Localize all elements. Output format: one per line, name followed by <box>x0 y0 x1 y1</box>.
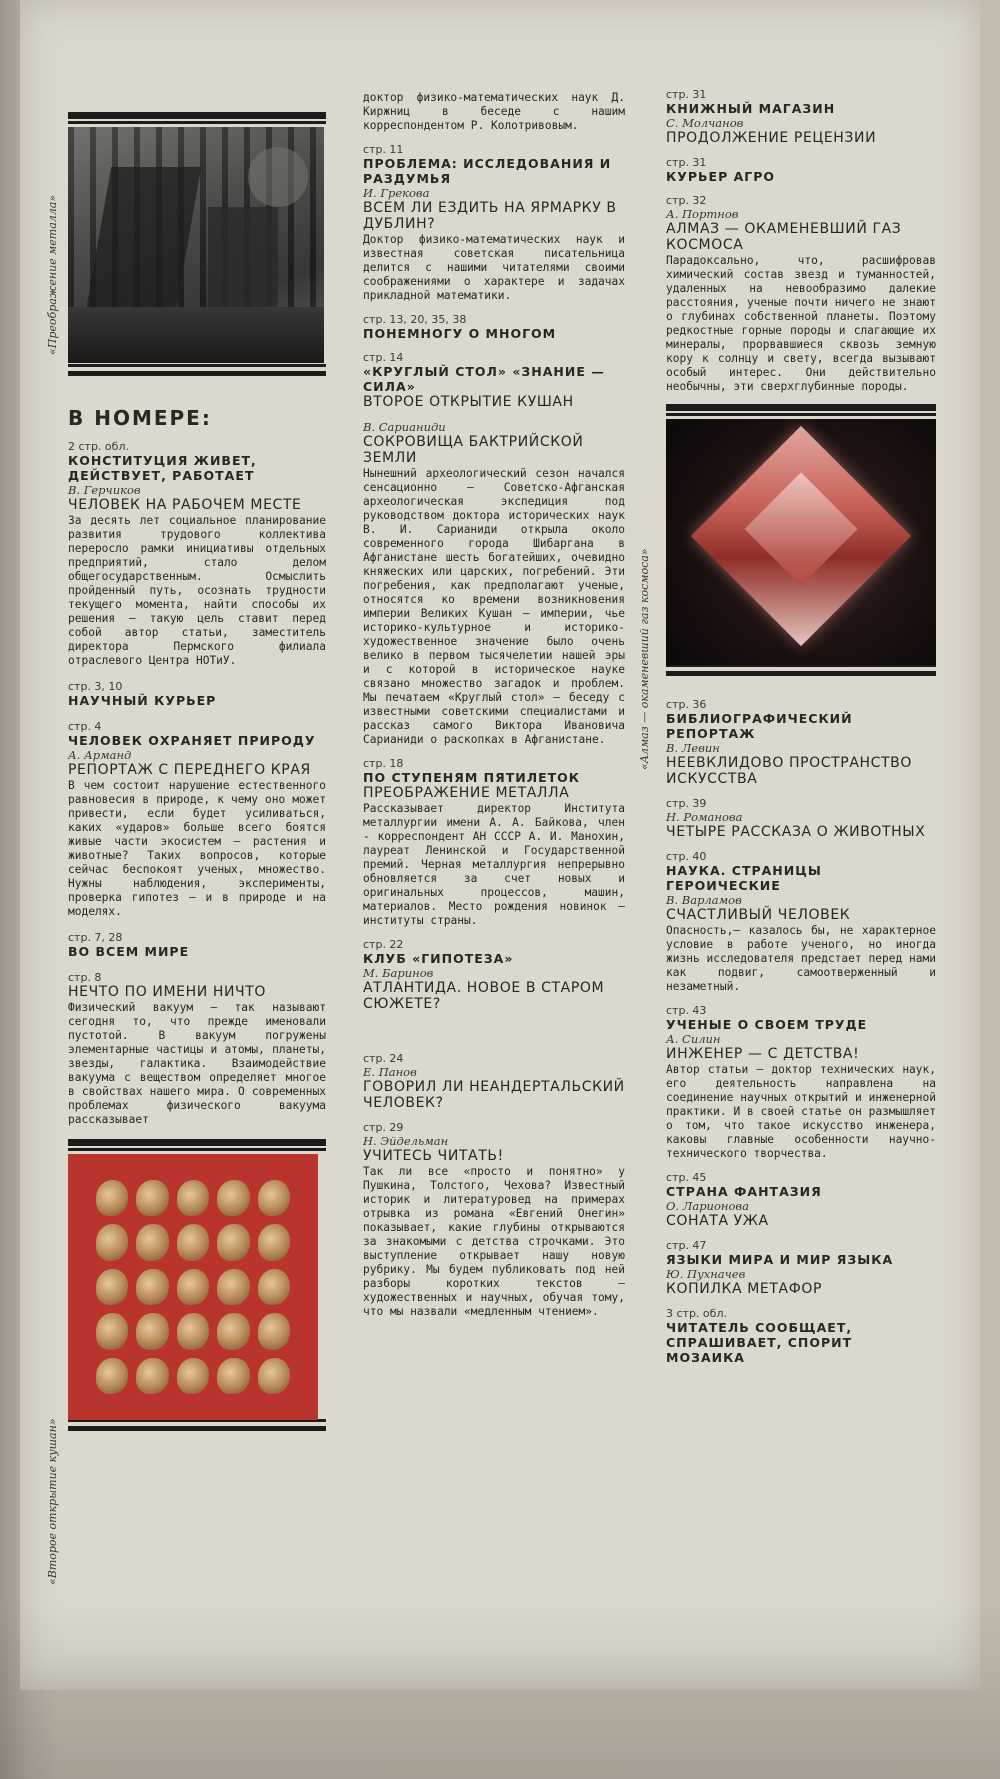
entry-title: ИНЖЕНЕР — С ДЕТСТВА! <box>666 1046 860 1062</box>
rubric: ПО СТУПЕНЯМ ПЯТИЛЕТОК <box>363 770 581 785</box>
diamond-photo <box>666 419 936 665</box>
entry-title: СОНАТА УЖА <box>666 1213 769 1229</box>
toc-entry <box>666 1239 936 1297</box>
toc-entry <box>666 1171 936 1229</box>
entry-title: СОКРОВИЩА БАКТРИЙСКОЙ ЗЕМЛИ <box>363 434 584 466</box>
coin-image <box>136 1313 168 1349</box>
coin-image <box>177 1180 209 1216</box>
toc-entry <box>666 1004 936 1161</box>
entry-description: доктор физико-математических наук Д. Киржниц в беседе с нашим корреспондентом Р. Колотривовым. <box>363 91 625 132</box>
toc-entry <box>666 797 936 840</box>
author: В. Варламов <box>666 893 742 907</box>
rubric: ЧЕЛОВЕК ОХРАНЯЕТ ПРИРОДУ <box>68 733 316 748</box>
author: Н. Романова <box>666 810 743 824</box>
rubric: СТРАНА ФАНТАЗИЯ <box>666 1184 822 1199</box>
entry-title: ВТОРОЕ ОТКРЫТИЕ КУШАН <box>363 394 574 410</box>
toc-entry <box>68 931 326 959</box>
rubric: НАУКА. СТРАНИЦЫ ГЕРОИЧЕСКИЕ <box>666 863 822 893</box>
entry-description: Рассказывает директор Института металлургии имени А. А. Байкова, член - корреспондент АН СССР А. И. Манохин, лауреат Ленинской и Государственной премий. Черная металлургия непрерывно обновляется за счет новых и оригинальных процессов, машин, материалов. Место рождения новинок — институты страны. <box>363 802 625 927</box>
metal-photo <box>68 127 324 363</box>
author: В. Сарианиди <box>363 420 446 434</box>
author: В. Герчиков <box>68 483 141 497</box>
page-ref: 3 стр. обл. <box>666 1307 727 1320</box>
author: Ю. Пухначев <box>666 1267 746 1281</box>
toc-list-right-lower <box>666 698 936 1365</box>
rubric: КЛУБ «ГИПОТЕЗА» <box>363 951 514 966</box>
author: А. Силин <box>666 1032 721 1046</box>
page-ref: стр. 45 <box>666 1171 707 1184</box>
coin-image <box>258 1224 290 1260</box>
entry-description: Доктор физико-математических наук и известная советская писательница делится с нашими читателями своими соображениями о характере и задачах прикладной математики. <box>363 233 625 302</box>
author: С. Молчанов <box>666 116 744 130</box>
toc-list-middle <box>363 91 625 1319</box>
kushan-photo <box>68 1154 318 1420</box>
coin-image <box>136 1180 168 1216</box>
rubric: ВО ВСЕМ МИРЕ <box>68 944 190 959</box>
author: А. Портнов <box>666 207 739 221</box>
toc-entry <box>68 680 326 708</box>
rule-top <box>68 1139 326 1148</box>
page-ref: стр. 14 <box>363 351 404 364</box>
entry-description: Автор статьи — доктор технических наук, его деятельность направлена на соединение научных открытий и инженерной практики. И в своей статье он размышляет о том, что такое искусство инженера, каковы главные особенности научно-технического творчества. <box>666 1063 936 1160</box>
entry-description: Так ли все «просто и понятно» у Пушкина, Толстого, Чехова? Известный историк и литературовед на примерах отрывка из романа «Евгений Онегин» показывает, какие глубины открываются за знакомыми с детства строчками. Это выступление открывает нашу новую рубрику. Мы будем публиковать под ней разборы коротких текстов — художественных и научных, обучая тому, что мы назвали «медленным чтением». <box>363 1165 625 1318</box>
rubric: КНИЖНЫЙ МАГАЗИН <box>666 101 836 116</box>
entry-description: Опасность,— казалось бы, не характерное условие в работе ученого, но иногда жизнь исследователя предстает перед нами как подвиг, самоотверженный и незаметный. <box>666 924 936 993</box>
page-ref: стр. 39 <box>666 797 707 810</box>
coin-image <box>217 1313 249 1349</box>
coin-image <box>258 1269 290 1305</box>
page-ref: стр. 43 <box>666 1004 707 1017</box>
rule-bottom <box>68 371 326 376</box>
entry-title: АЛМАЗ — ОКАМЕНЕВШИЙ ГАЗ КОСМОСА <box>666 221 902 253</box>
coin-image <box>177 1313 209 1349</box>
page-ref: стр. 31 <box>666 156 707 169</box>
caption-kushan: «Второе открытие кушан» <box>46 1418 59 1585</box>
toc-entry <box>666 88 936 146</box>
page-ref: стр. 3, 10 <box>68 680 123 693</box>
author: В. Левин <box>666 741 720 755</box>
rubric: КОНСТИТУЦИЯ ЖИВЕТ, ДЕЙСТВУЕТ, РАБОТАЕТ <box>68 453 257 483</box>
author: А. Арманд <box>68 748 132 762</box>
entry-title: РЕПОРТАЖ С ПЕРЕДНЕГО КРАЯ <box>68 762 311 778</box>
rubric: ПРОБЛЕМА: ИССЛЕДОВАНИЯ И РАЗДУМЬЯ <box>363 156 612 186</box>
entry-description: Нынешний археологический сезон начался сенсационно — Советско-Афганская археологическая экспедиция под руководством доктора исторических наук В. И. Сарианиди открыла около современного города Шибаргана в Афганистане шесть богатейших, очевидно княжеских или царских, погребений. Эти погребения, как предполагают ученые, относятся ко времени возникновения империи Великих Кушан — империи, чье историко-культурное и историко-художественное значение было очень велико в первом тысячелетии нашей эры и с которой в историческое науке связано множество загадок и проблем. Мы печатаем «Круглый стол» — беседу с известными советскими специалистами и рассказ самого Виктора Ивановича Сарианиди о раскопках в Афганистане. <box>363 467 625 746</box>
entry-description: В чем состоит нарушение естественного равновесия в природе, к чему оно может привести, если будет усиливаться, каких «ударов» больше всего боятся живые части экосистем — растения и животные? Таких вопросов, которые сейчас беспокоят ученых, множество. Нужны наблюдения, эксперименты, проверка гипотез — и в природе и на моделях. <box>68 779 326 918</box>
rule-bottom <box>666 671 936 676</box>
page-ref: стр. 24 <box>363 1052 404 1065</box>
page-ref: 2 стр. обл. <box>68 440 129 453</box>
page-ref: стр. 22 <box>363 938 404 951</box>
toc-entry <box>68 971 326 1127</box>
coin-image <box>217 1269 249 1305</box>
coin-image <box>96 1313 128 1349</box>
toc-entry <box>363 420 625 747</box>
toc-entry <box>363 143 625 303</box>
rubric: УЧЕНЫЕ О СВОЕМ ТРУДЕ <box>666 1017 868 1032</box>
toc-entry <box>363 351 625 410</box>
coin-image <box>217 1224 249 1260</box>
page-ref: стр. 11 <box>363 143 404 156</box>
in-issue-heading: В НОМЕРЕ: <box>68 406 212 430</box>
author: И. Грекова <box>363 186 430 200</box>
rubric: ПОНЕМНОГУ О МНОГОМ <box>363 326 557 341</box>
rubric: БИБЛИОГРАФИЧЕСКИЙ РЕПОРТАЖ <box>666 711 853 741</box>
page-ref: стр. 8 <box>68 971 102 984</box>
page-ref: стр. 40 <box>666 850 707 863</box>
entry-title: КОПИЛКА МЕТАФОР <box>666 1281 823 1297</box>
rule-top <box>68 112 326 121</box>
rubric: ЯЗЫКИ МИРА И МИР ЯЗЫКА <box>666 1252 894 1267</box>
coin-image <box>96 1224 128 1260</box>
entry-title: АТЛАНТИДА. НОВОЕ В СТАРОМ СЮЖЕТЕ? <box>363 980 605 1012</box>
coin-image <box>177 1269 209 1305</box>
rule-bottom <box>68 1426 326 1431</box>
coin-image <box>136 1358 168 1394</box>
toc-entry <box>68 720 326 919</box>
entry-description: Физический вакуум — так называют сегодня то, что прежде именовали пустотой. В вакуум погружены элементарные частицы и атомы, планеты, звезды, галактика. Взаимодействие вакуума с веществом определяет многое в свойствах нашего мира. О современных проблемах физического вакуума рассказывает <box>68 1001 326 1126</box>
toc-entry <box>666 1307 936 1365</box>
page-ref: стр. 31 <box>666 88 707 101</box>
entry-title: ПРЕОБРАЖЕНИЕ МЕТАЛЛА <box>363 785 570 801</box>
entry-title: ЧЕЛОВЕК НА РАБОЧЕМ МЕСТЕ <box>68 497 302 513</box>
toc-entry <box>666 698 936 787</box>
toc-entry <box>363 757 625 928</box>
rubric: ЧИТАТЕЛЬ СООБЩАЕТ, СПРАШИВАЕТ, СПОРИТ МОЗАИКА <box>666 1320 853 1365</box>
page-ref: стр. 4 <box>68 720 102 733</box>
entry-title: ПРОДОЛЖЕНИЕ РЕЦЕНЗИИ <box>666 130 877 146</box>
page-ref: стр. 18 <box>363 757 404 770</box>
author: Е. Панов <box>363 1065 417 1079</box>
toc-entry <box>68 440 326 668</box>
author: М. Баринов <box>363 966 434 980</box>
page-ref: стр. 13, 20, 35, 38 <box>363 313 467 326</box>
page-ref: стр. 32 <box>666 194 707 207</box>
coin-image <box>177 1224 209 1260</box>
rule-top <box>666 404 936 413</box>
page-ref: стр. 7, 28 <box>68 931 123 944</box>
entry-description: Парадоксально, что, расшифровав химический состав звезд и туманностей, удаленных на невообразимо далекие расстояния, ученые почти ничего не знают о глубинах собственной планеты. Поэтому редкостные горные породы и слагающие их минералы, прорвавшиеся сквозь земную кору к солнцу и свету, всегда вызывают особый интерес. Они действительно необычны, эти сверхглубинные породы. <box>666 254 936 393</box>
coin-image <box>136 1269 168 1305</box>
coin-image <box>258 1313 290 1349</box>
rubric: НАУЧНЫЙ КУРЬЕР <box>68 693 217 708</box>
entry-title: ЧЕТЫРЕ РАССКАЗА О ЖИВОТНЫХ <box>666 824 926 840</box>
toc-entry <box>666 850 936 994</box>
column-middle <box>363 90 625 1329</box>
coin-image <box>258 1358 290 1394</box>
coin-image <box>258 1180 290 1216</box>
toc-entry <box>363 91 625 133</box>
coin-image <box>96 1269 128 1305</box>
toc-list-left <box>68 440 326 1127</box>
entry-title: УЧИТЕСЬ ЧИТАТЬ! <box>363 1148 504 1164</box>
column-right <box>666 88 936 1375</box>
caption-diamond: «Алмаз — окаменевший газ космоса» <box>638 548 651 770</box>
coin-image <box>217 1358 249 1394</box>
toc-list-right <box>666 88 936 394</box>
column-left <box>68 112 326 1431</box>
coin-image <box>217 1180 249 1216</box>
page-ref: стр. 29 <box>363 1121 404 1134</box>
toc-entry <box>666 156 936 184</box>
entry-description: За десять лет социальное планирование развития трудового коллектива переросло рамки инициативы отдельных предприятий, стало делом общегосударственным. Осмыслить пройденный путь, осознать трудности текущего момента, найти способы их решения — такую цель ставит перед собой автор статьи, заместитель директора Пермского филиала отраслевого Центра НОТиУ. <box>68 514 326 667</box>
toc-entry <box>363 938 625 1012</box>
entry-title: НЕЕВКЛИДОВО ПРОСТРАНСТВО ИСКУССТВА <box>666 755 913 787</box>
page-ref: стр. 47 <box>666 1239 707 1252</box>
rubric: «КРУГЛЫЙ СТОЛ» «ЗНАНИЕ — СИЛА» <box>363 364 605 394</box>
toc-entry <box>363 1121 625 1319</box>
entry-title: НЕЧТО ПО ИМЕНИ НИЧТО <box>68 984 267 1000</box>
toc-entry <box>363 313 625 341</box>
rubric: КУРЬЕР АГРО <box>666 169 776 184</box>
caption-metal: «Преображение металла» <box>46 194 59 355</box>
coin-image <box>96 1358 128 1394</box>
entry-title: ГОВОРИЛ ЛИ НЕАНДЕРТАЛЬСКИЙ ЧЕЛОВЕК? <box>363 1079 625 1111</box>
entry-title: ВСЕМ ЛИ ЕЗДИТЬ НА ЯРМАРКУ В ДУБЛИН? <box>363 200 617 232</box>
author: Н. Эйдельман <box>363 1134 449 1148</box>
toc-entry <box>666 194 936 394</box>
toc-entry <box>363 1052 625 1111</box>
author: О. Ларионова <box>666 1199 749 1213</box>
coin-image <box>96 1180 128 1216</box>
entry-title: СЧАСТЛИВЫЙ ЧЕЛОВЕК <box>666 907 851 923</box>
coin-image <box>136 1224 168 1260</box>
coin-image <box>177 1358 209 1394</box>
page-ref: стр. 36 <box>666 698 707 711</box>
